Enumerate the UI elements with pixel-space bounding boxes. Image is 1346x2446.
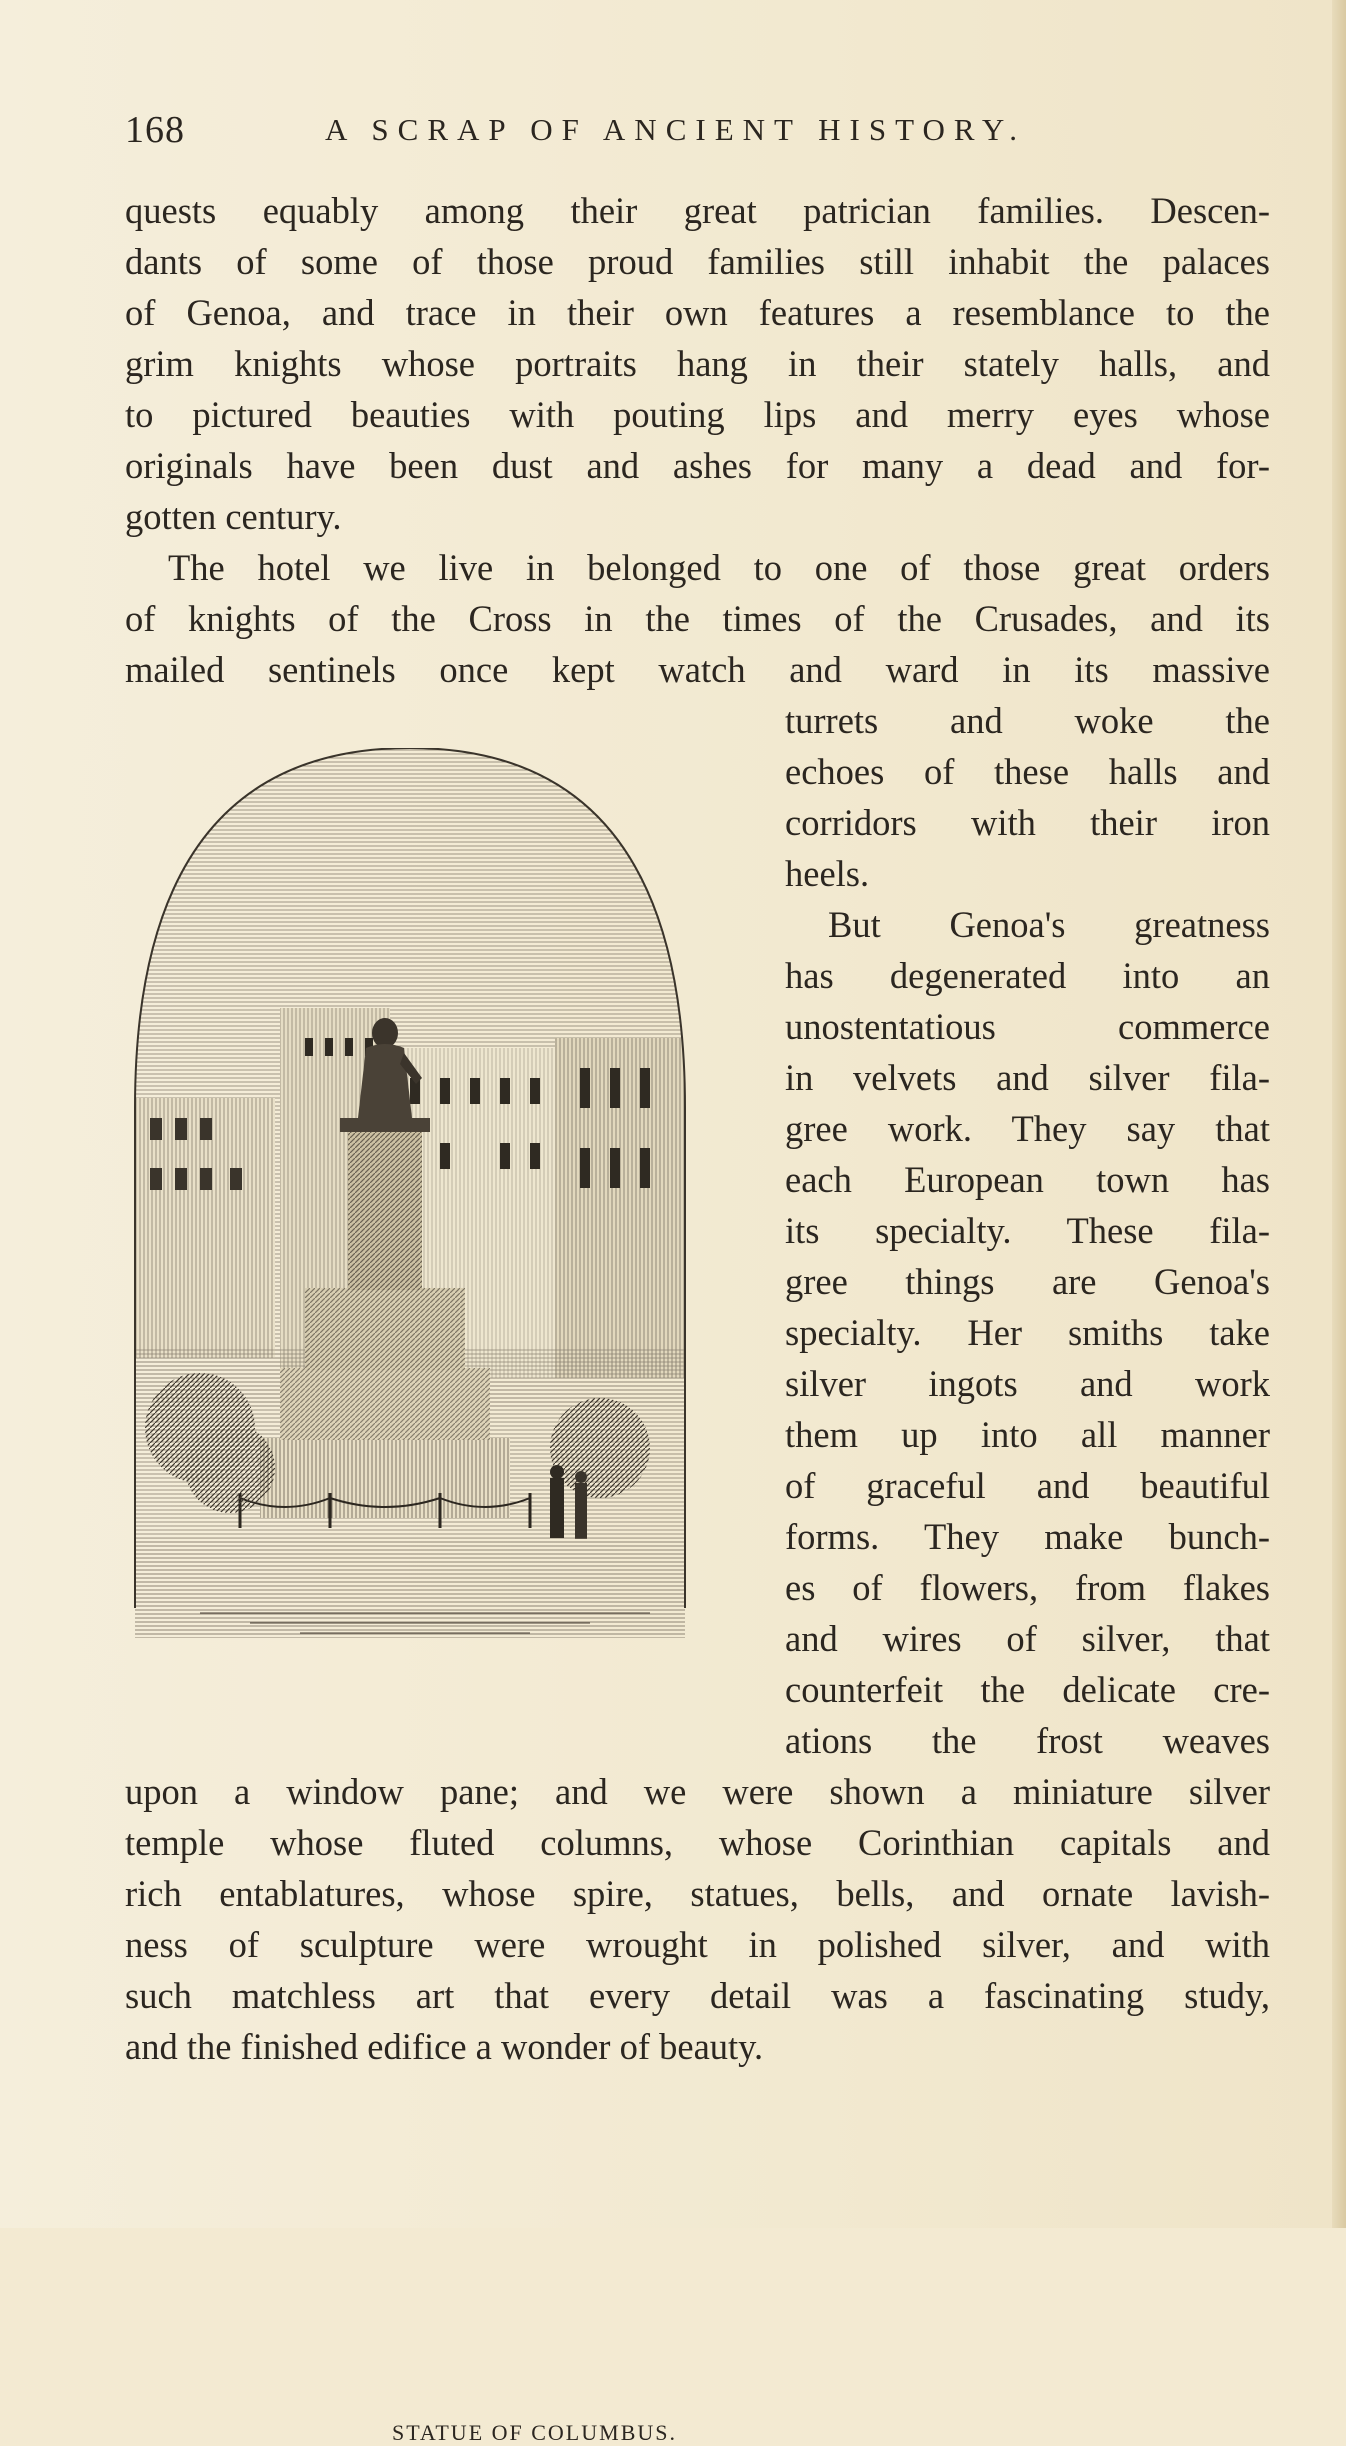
text-line: gotten century. — [125, 496, 342, 537]
text-line: grim knights whose portraits hang in their stately halls, and — [125, 343, 1270, 384]
text-line: heels. — [785, 853, 870, 894]
text-line: temple whose fluted columns, whose Corinthian capitals and — [125, 1822, 1270, 1863]
text-line: them up into all manner — [785, 1414, 1270, 1455]
page-header — [125, 108, 1275, 158]
text-line: such matchless art that every detail was a fascinating study, — [125, 1975, 1270, 2016]
text-line: gree work. They say that — [785, 1108, 1270, 1149]
text-line: originals have been dust and ashes for many a dead and for- — [125, 445, 1270, 486]
text-line: dants of some of those proud families still inhabit the palaces — [125, 241, 1270, 282]
text-line: of graceful and beautiful — [785, 1465, 1270, 1506]
paragraph-first-line: The hotel we live in belonged to one of those great orders — [168, 547, 1270, 588]
text-line: and wires of silver, that — [785, 1618, 1270, 1659]
text-line: counterfeit the delicate cre- — [785, 1669, 1270, 1710]
text-line: and the finished edifice a wonder of beauty. — [125, 2026, 764, 2067]
text-line: gree things are Genoa's — [785, 1261, 1270, 1302]
text-line: ations the frost weaves — [785, 1720, 1270, 1761]
text-line: in velvets and silver fila- — [785, 1057, 1270, 1098]
text-line: of knights of the Cross in the times of the Crusades, and its — [125, 598, 1270, 639]
text-line: silver ingots and work — [785, 1363, 1270, 1404]
figure-caption: STATUE OF COLUMBUS. — [392, 2420, 677, 2445]
text-line: ness of sculpture were wrought in polished silver, and with — [125, 1924, 1270, 1965]
text-line: turrets and woke the — [785, 700, 1270, 741]
text-line: echoes of these halls and — [785, 751, 1270, 792]
paragraph-first-line: But Genoa's greatness — [828, 904, 1270, 945]
text-line: specialty. Her smiths take — [785, 1312, 1270, 1353]
text-line: its specialty. These fila- — [785, 1210, 1270, 1251]
text-line: mailed sentinels once kept watch and ward in its massive — [125, 649, 1270, 690]
running-title: A SCRAP OF ANCIENT HISTORY. — [325, 112, 1026, 147]
text-line: forms. They make bunch- — [785, 1516, 1270, 1557]
page-number: 168 — [125, 109, 185, 151]
engraving-image — [130, 748, 695, 1648]
text-line: has degenerated into an — [785, 955, 1270, 996]
text-line: es of flowers, from flakes — [785, 1567, 1270, 1608]
text-line: rich entablatures, whose spire, statues, bells, and ornate lavish- — [125, 1873, 1270, 1914]
text-line: corridors with their iron — [785, 802, 1270, 843]
text-line: to pictured beauties with pouting lips and merry eyes whose — [125, 394, 1270, 435]
text-line: upon a window pane; and we were shown a miniature silver — [125, 1771, 1270, 1812]
text-line: quests equably among their great patrician families. Descen- — [125, 190, 1270, 231]
text-line: unostentatious commerce — [785, 1006, 1270, 1047]
page-edge — [1332, 0, 1346, 2228]
text-line: each European town has — [785, 1159, 1270, 1200]
text-line: of Genoa, and trace in their own features a resemblance to the — [125, 292, 1270, 333]
